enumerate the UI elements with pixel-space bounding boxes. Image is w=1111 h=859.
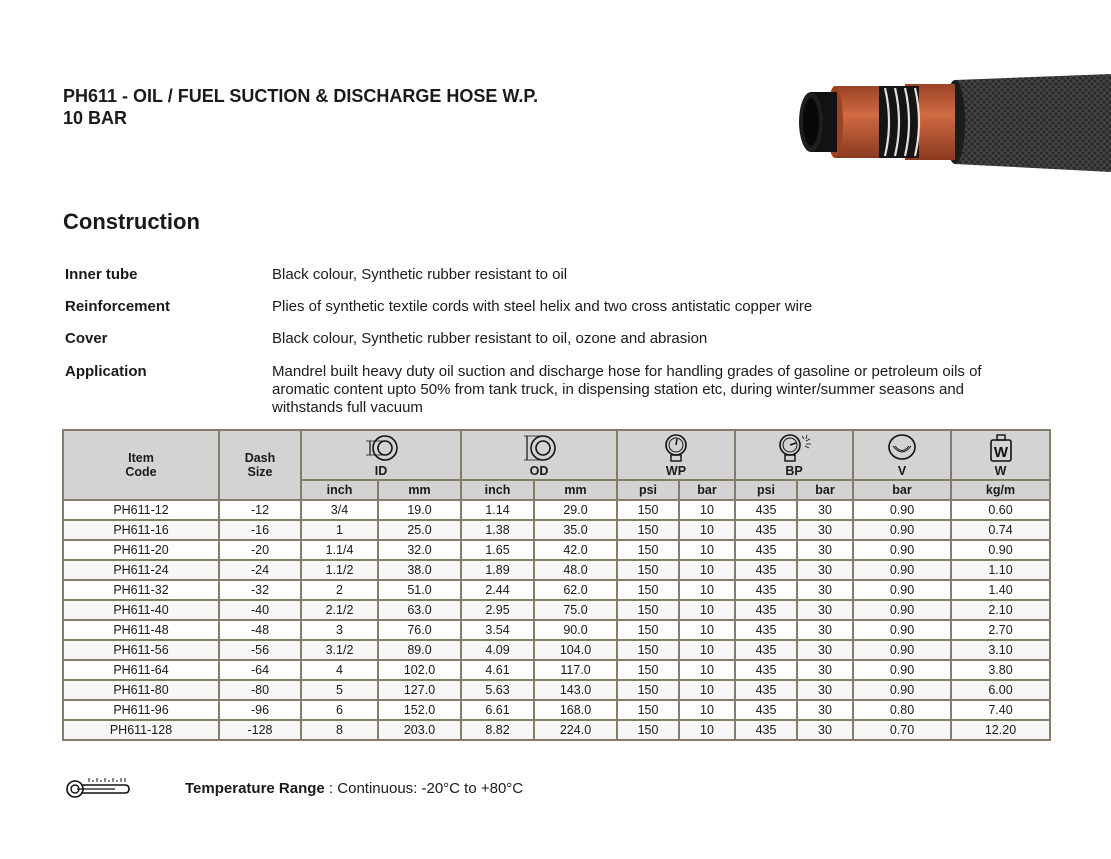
table-cell: 75.0 bbox=[534, 600, 617, 620]
table-row bbox=[63, 620, 1050, 640]
table-cell: 30 bbox=[797, 720, 853, 740]
table-cell: 6 bbox=[301, 700, 378, 720]
title-line-2: 10 BAR bbox=[63, 108, 128, 128]
table-cell: 168.0 bbox=[534, 700, 617, 720]
header-text: V bbox=[897, 464, 907, 478]
table-cell: 8.82 bbox=[461, 720, 534, 740]
table-cell: 5.63 bbox=[461, 680, 534, 700]
table-cell: -96 bbox=[219, 700, 301, 720]
table-cell: 30 bbox=[797, 560, 853, 580]
outer-diameter-icon bbox=[521, 433, 557, 463]
table-cell: PH611-40 bbox=[63, 600, 219, 620]
table-cell: 203.0 bbox=[378, 720, 461, 740]
table-cell: -20 bbox=[219, 540, 301, 560]
table-cell: 3.80 bbox=[951, 660, 1050, 680]
header-text: ID bbox=[374, 464, 388, 478]
table-cell: 3.54 bbox=[461, 620, 534, 640]
table-body bbox=[63, 500, 1050, 740]
header-text: Size bbox=[247, 465, 273, 479]
table-cell: 435 bbox=[735, 560, 797, 580]
table-row bbox=[63, 640, 1050, 660]
table-cell: PH611-20 bbox=[63, 540, 219, 560]
table-cell: 150 bbox=[617, 680, 679, 700]
header-id bbox=[301, 430, 461, 480]
table-cell: 90.0 bbox=[534, 620, 617, 640]
table-row bbox=[63, 560, 1050, 580]
unit-header: bar bbox=[679, 480, 735, 500]
table-cell: 435 bbox=[735, 540, 797, 560]
spec-value: Plies of synthetic textile cords with steel helix and two cross antistatic copper wire bbox=[272, 298, 813, 315]
table-cell: 30 bbox=[797, 620, 853, 640]
table-cell: 4.61 bbox=[461, 660, 534, 680]
table-cell: 10 bbox=[679, 720, 735, 740]
table-cell: 1.40 bbox=[951, 580, 1050, 600]
hose-product-image bbox=[795, 72, 1111, 172]
table-cell: 10 bbox=[679, 700, 735, 720]
table-cell: PH611-56 bbox=[63, 640, 219, 660]
table-cell: 150 bbox=[617, 540, 679, 560]
table-cell: 1.89 bbox=[461, 560, 534, 580]
table-cell: 0.90 bbox=[853, 660, 951, 680]
spec-label: Inner tube bbox=[65, 266, 138, 283]
table-cell: 2.44 bbox=[461, 580, 534, 600]
header-text: W bbox=[994, 464, 1007, 478]
table-cell: 102.0 bbox=[378, 660, 461, 680]
unit-header: mm bbox=[534, 480, 617, 500]
table-cell: 435 bbox=[735, 700, 797, 720]
table-cell: 0.70 bbox=[853, 720, 951, 740]
table-cell: 0.90 bbox=[853, 600, 951, 620]
table-cell: 150 bbox=[617, 500, 679, 520]
table-cell: 10 bbox=[679, 660, 735, 680]
table-cell: -24 bbox=[219, 560, 301, 580]
table-cell: -40 bbox=[219, 600, 301, 620]
spec-value: Mandrel built heavy duty oil suction and discharge hose for handling grades of gasoline or petroleum oils of aromatic content upto 50% from tank truck, in dispensing station etc, during winter/summer seasons and withstands full vacuum bbox=[272, 363, 982, 416]
table-cell: 1.1/4 bbox=[301, 540, 378, 560]
table-cell: 127.0 bbox=[378, 680, 461, 700]
table-cell: 30 bbox=[797, 520, 853, 540]
table-cell: PH611-80 bbox=[63, 680, 219, 700]
table-cell: 435 bbox=[735, 620, 797, 640]
table-cell: -12 bbox=[219, 500, 301, 520]
table-cell: -48 bbox=[219, 620, 301, 640]
section-title-construction: Construction bbox=[63, 209, 200, 234]
table-cell: 38.0 bbox=[378, 560, 461, 580]
table-cell: 1.38 bbox=[461, 520, 534, 540]
table-cell: 4.09 bbox=[461, 640, 534, 660]
table-cell: 117.0 bbox=[534, 660, 617, 680]
table-cell: 435 bbox=[735, 600, 797, 620]
table-cell: 35.0 bbox=[534, 520, 617, 540]
table-cell: PH611-96 bbox=[63, 700, 219, 720]
table-cell: 435 bbox=[735, 660, 797, 680]
table-cell: 1.10 bbox=[951, 560, 1050, 580]
table-cell: 2.70 bbox=[951, 620, 1050, 640]
table-cell: 224.0 bbox=[534, 720, 617, 740]
vacuum-icon bbox=[886, 433, 918, 463]
table-cell: 1.14 bbox=[461, 500, 534, 520]
table-cell: 104.0 bbox=[534, 640, 617, 660]
table-cell: 150 bbox=[617, 640, 679, 660]
table-cell: PH611-24 bbox=[63, 560, 219, 580]
table-cell: PH611-128 bbox=[63, 720, 219, 740]
weight-icon bbox=[987, 433, 1015, 463]
unit-header: kg/m bbox=[951, 480, 1050, 500]
spec-value: Black colour, Synthetic rubber resistant to oil, ozone and abrasion bbox=[272, 330, 708, 347]
table-cell: 0.90 bbox=[853, 580, 951, 600]
table-cell: 12.20 bbox=[951, 720, 1050, 740]
header-dash-size bbox=[219, 430, 301, 500]
table-row bbox=[63, 520, 1050, 540]
table-cell: 3 bbox=[301, 620, 378, 640]
table-cell: 0.80 bbox=[853, 700, 951, 720]
header-v bbox=[853, 430, 951, 480]
table-cell: 30 bbox=[797, 700, 853, 720]
table-cell: 0.90 bbox=[853, 560, 951, 580]
table-cell: 1.1/2 bbox=[301, 560, 378, 580]
unit-header: psi bbox=[617, 480, 679, 500]
table-cell: 0.90 bbox=[853, 620, 951, 640]
table-cell: 143.0 bbox=[534, 680, 617, 700]
table-cell: 30 bbox=[797, 580, 853, 600]
unit-header: mm bbox=[378, 480, 461, 500]
temperature-label: Temperature Range bbox=[185, 780, 325, 797]
table-cell: -64 bbox=[219, 660, 301, 680]
table-cell: 2.10 bbox=[951, 600, 1050, 620]
table-cell: 435 bbox=[735, 520, 797, 540]
table-cell: 150 bbox=[617, 700, 679, 720]
table-cell: 435 bbox=[735, 680, 797, 700]
table-cell: 89.0 bbox=[378, 640, 461, 660]
inner-diameter-icon bbox=[363, 433, 399, 463]
header-text: Code bbox=[125, 465, 157, 479]
temperature-separator: : bbox=[324, 780, 338, 797]
table-cell: 0.90 bbox=[853, 500, 951, 520]
table-cell: -16 bbox=[219, 520, 301, 540]
table-cell: 10 bbox=[679, 560, 735, 580]
spec-label: Application bbox=[65, 363, 147, 380]
table-cell: 150 bbox=[617, 520, 679, 540]
table-cell: 51.0 bbox=[378, 580, 461, 600]
table-cell: 7.40 bbox=[951, 700, 1050, 720]
table-cell: 48.0 bbox=[534, 560, 617, 580]
table-cell: 6.00 bbox=[951, 680, 1050, 700]
table-cell: PH611-64 bbox=[63, 660, 219, 680]
table-cell: 435 bbox=[735, 640, 797, 660]
header-text: WP bbox=[665, 464, 687, 478]
table-cell: 150 bbox=[617, 660, 679, 680]
table-cell: 76.0 bbox=[378, 620, 461, 640]
table-cell: 10 bbox=[679, 680, 735, 700]
spec-label: Cover bbox=[65, 330, 108, 347]
header-text: BP bbox=[785, 464, 803, 478]
table-cell: 2.1/2 bbox=[301, 600, 378, 620]
table-cell: 0.90 bbox=[853, 640, 951, 660]
table-cell: 150 bbox=[617, 620, 679, 640]
thermometer-icon bbox=[65, 776, 131, 800]
unit-header: psi bbox=[735, 480, 797, 500]
table-row bbox=[63, 500, 1050, 520]
table-cell: PH611-48 bbox=[63, 620, 219, 640]
unit-header: inch bbox=[301, 480, 378, 500]
table-cell: 32.0 bbox=[378, 540, 461, 560]
pressure-gauge-icon bbox=[660, 433, 692, 463]
table-cell: 150 bbox=[617, 720, 679, 740]
table-cell: 63.0 bbox=[378, 600, 461, 620]
table-row bbox=[63, 540, 1050, 560]
table-cell: 10 bbox=[679, 620, 735, 640]
table-cell: 62.0 bbox=[534, 580, 617, 600]
table-cell: 152.0 bbox=[378, 700, 461, 720]
table-cell: 10 bbox=[679, 540, 735, 560]
table-cell: 19.0 bbox=[378, 500, 461, 520]
table-row bbox=[63, 720, 1050, 740]
table-cell: 150 bbox=[617, 600, 679, 620]
table-cell: -80 bbox=[219, 680, 301, 700]
table-cell: 30 bbox=[797, 680, 853, 700]
unit-header: inch bbox=[461, 480, 534, 500]
table-cell: 150 bbox=[617, 560, 679, 580]
table-cell: 0.90 bbox=[853, 540, 951, 560]
table-cell: 0.60 bbox=[951, 500, 1050, 520]
table-cell: 435 bbox=[735, 580, 797, 600]
table-cell: 30 bbox=[797, 540, 853, 560]
header-text: Item bbox=[128, 451, 154, 465]
svg-text:W: W bbox=[993, 444, 1008, 461]
table-cell: 3/4 bbox=[301, 500, 378, 520]
table-cell: -56 bbox=[219, 640, 301, 660]
unit-header: bar bbox=[797, 480, 853, 500]
table-cell: 1.65 bbox=[461, 540, 534, 560]
table-cell: 1 bbox=[301, 520, 378, 540]
table-cell: 0.90 bbox=[853, 520, 951, 540]
burst-gauge-icon bbox=[774, 433, 814, 463]
unit-header: bar bbox=[853, 480, 951, 500]
title-line-1: PH611 - OIL / FUEL SUCTION & DISCHARGE HOSE W.P. bbox=[63, 86, 539, 106]
table-cell: 435 bbox=[735, 500, 797, 520]
header-item-code bbox=[63, 430, 219, 500]
table-cell: 5 bbox=[301, 680, 378, 700]
spec-label: Reinforcement bbox=[65, 298, 171, 315]
table-row bbox=[63, 580, 1050, 600]
table-row bbox=[63, 680, 1050, 700]
table-cell: 10 bbox=[679, 520, 735, 540]
table-cell: -128 bbox=[219, 720, 301, 740]
header-text: Dash bbox=[244, 451, 276, 465]
table-cell: 30 bbox=[797, 660, 853, 680]
header-wp bbox=[617, 430, 735, 480]
table-cell: 0.90 bbox=[853, 680, 951, 700]
table-cell: 10 bbox=[679, 580, 735, 600]
table-cell: 42.0 bbox=[534, 540, 617, 560]
table-cell: 25.0 bbox=[378, 520, 461, 540]
table-cell: 29.0 bbox=[534, 500, 617, 520]
table-cell: -32 bbox=[219, 580, 301, 600]
table-cell: 2 bbox=[301, 580, 378, 600]
header-od bbox=[461, 430, 617, 480]
table-cell: 10 bbox=[679, 640, 735, 660]
table-cell: 8 bbox=[301, 720, 378, 740]
table-cell: 30 bbox=[797, 640, 853, 660]
table-cell: PH611-12 bbox=[63, 500, 219, 520]
table-cell: PH611-32 bbox=[63, 580, 219, 600]
table-row bbox=[63, 660, 1050, 680]
table-cell: 30 bbox=[797, 600, 853, 620]
temperature-range bbox=[185, 780, 523, 797]
table-cell: 2.95 bbox=[461, 600, 534, 620]
table-cell: 150 bbox=[617, 580, 679, 600]
table-cell: 4 bbox=[301, 660, 378, 680]
table-cell: PH611-16 bbox=[63, 520, 219, 540]
header-bp bbox=[735, 430, 853, 480]
table-cell: 0.74 bbox=[951, 520, 1050, 540]
header-text: OD bbox=[529, 464, 549, 478]
temperature-value: Continuous: -20°C to +80°C bbox=[337, 780, 524, 797]
document-title bbox=[63, 85, 538, 129]
table-cell: 0.90 bbox=[951, 540, 1050, 560]
table-cell: 30 bbox=[797, 500, 853, 520]
table-cell: 435 bbox=[735, 720, 797, 740]
table-row bbox=[63, 700, 1050, 720]
header-w bbox=[951, 430, 1050, 480]
specs-table bbox=[62, 429, 1051, 741]
table-cell: 3.10 bbox=[951, 640, 1050, 660]
table-row bbox=[63, 600, 1050, 620]
table-cell: 6.61 bbox=[461, 700, 534, 720]
table-cell: 10 bbox=[679, 500, 735, 520]
spec-value: Black colour, Synthetic rubber resistant to oil bbox=[272, 266, 568, 283]
table-cell: 3.1/2 bbox=[301, 640, 378, 660]
table-cell: 10 bbox=[679, 600, 735, 620]
